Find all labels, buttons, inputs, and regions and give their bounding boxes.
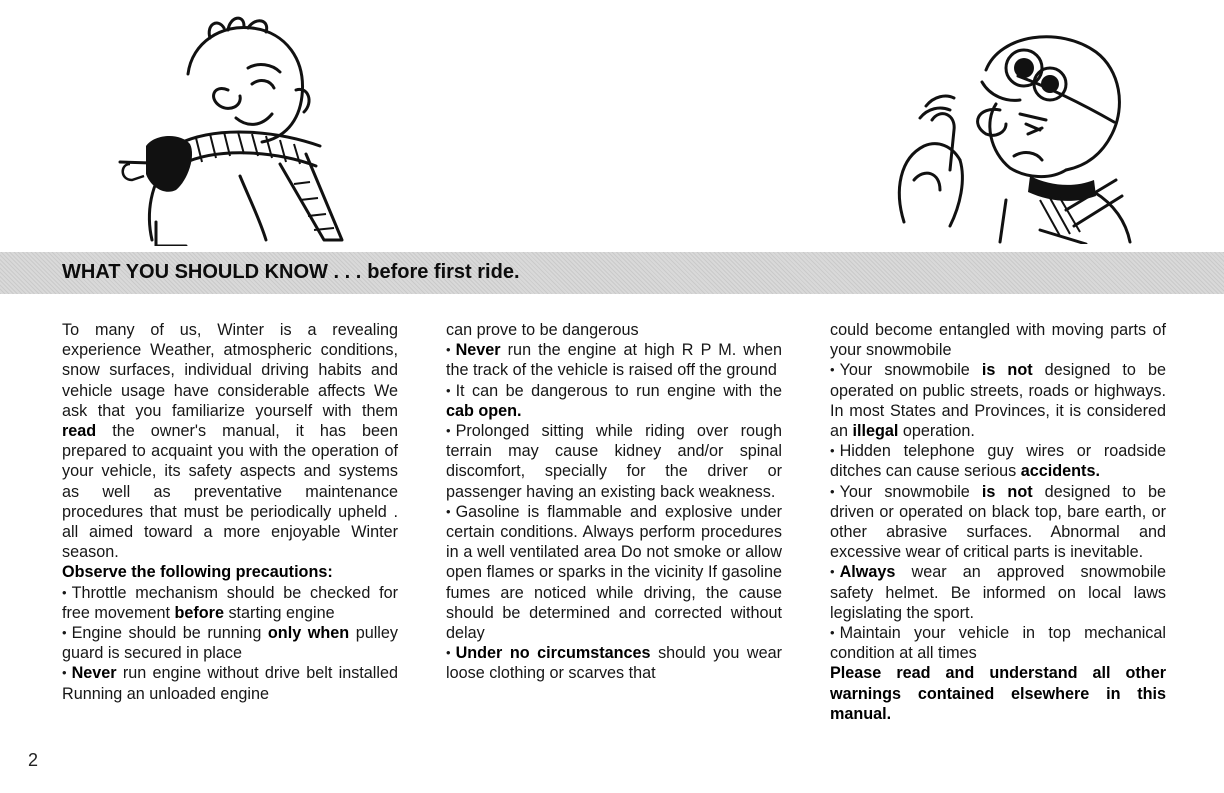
bullet-text: designed to be operated on public streets, roads or highways. In most States and Provinces, it is considered an [830, 361, 1166, 441]
helmet-rider-illustration [890, 30, 1150, 244]
bullet-text: It can be dangerous to run engine with the [455, 381, 782, 400]
bullet-icon: • [446, 423, 451, 439]
bullet-text: designed to be driven or operated on black top, bare earth, or other abrasive surfaces. Abnormal and excessive wear of critical parts is inevitable. [830, 482, 1166, 562]
bullet-bold: before [174, 603, 224, 622]
continued-text: could become entangled with moving parts of your snowmobile [830, 321, 1166, 360]
bullet-bold: is not [981, 482, 1033, 501]
bullet-icon: • [830, 483, 835, 499]
bullet-item [62, 583, 398, 623]
bullet-text: Throttle mechanism should be checked for free movement [62, 583, 398, 622]
bullet-bold: Never [455, 341, 501, 360]
bullet-item [62, 623, 398, 663]
bullet-icon: • [446, 342, 451, 358]
page-number: 2 [28, 750, 39, 770]
bullet-icon: • [446, 645, 451, 661]
bullet-text: wear an approved snowmobile safety helmet. Be informed on local laws legislating the sport. [830, 563, 1167, 622]
bullet-icon: • [62, 665, 67, 681]
bullet-icon: • [62, 584, 67, 600]
closing-bold: Please read and understand all other warnings contained elsewhere in this manual. [830, 664, 1166, 723]
section-heading [62, 261, 520, 284]
bullet-bold: cab open. [446, 401, 522, 420]
bullet-bold: Always [839, 563, 896, 582]
text-column-1 [62, 320, 398, 704]
bullet-text: operation. [902, 422, 975, 441]
bullet-item [830, 360, 1166, 441]
bullet-text: Maintain your vehicle in top mechanical condition at all times [830, 624, 1166, 663]
bullet-icon: • [830, 362, 835, 378]
bullet-text: Your snowmobile [839, 361, 970, 380]
bullet-item [62, 663, 398, 703]
bullet-text: should you wear loose clothing or scarves that [446, 644, 782, 683]
precautions-title-text: Observe the following precautions: [62, 563, 333, 582]
continued-text: can prove to be dangerous [446, 321, 639, 339]
scarf-character-illustration [110, 14, 350, 246]
bullet-item [446, 502, 782, 643]
bullet-text: run engine without drive belt installed Running an unloaded engine [62, 664, 399, 703]
section-heading-banner [0, 252, 1224, 294]
bullet-text: Engine should be running [71, 624, 262, 643]
bullet-bold: only when [267, 624, 350, 643]
bullet-item [446, 643, 782, 683]
bullet-icon: • [446, 382, 451, 398]
bullet-icon: • [830, 564, 835, 580]
bullet-icon: • [830, 625, 835, 641]
bullet-text: run the engine at high R P M. when the track of the vehicle is raised off the ground [446, 341, 782, 380]
bullet-icon: • [62, 625, 67, 641]
bullet-item [446, 381, 782, 421]
bullet-text: pulley guard is secured in place [62, 624, 398, 663]
bullet-item [830, 623, 1166, 663]
closing-note [830, 663, 1166, 724]
bullet-text: Prolonged sitting while riding over rough terrain may cause kidney and/or spinal discomfort, specially for the driver or passenger having an existing back weakness. [446, 422, 782, 501]
bullet-item [446, 340, 782, 380]
heading-sub: before first ride. [367, 261, 520, 283]
bullet-item [830, 562, 1166, 623]
intro-bold: read [62, 422, 97, 441]
text-column-2 [446, 320, 782, 684]
bullet-text: Gasoline is flammable and explosive under certain conditions. Always perform procedures in a well ventilated area Do not smoke or allow open flames or sparks in the vicinity If gasoline fumes are noticed while driving, the cause should be determined and corrected without delay [446, 502, 782, 643]
bullet-bold: Never [71, 664, 117, 683]
bullet-item [446, 421, 782, 502]
bullet-text: Hidden telephone guy wires or roadside ditches can cause serious [830, 442, 1166, 481]
precautions-title [62, 562, 398, 582]
intro-paragraph [62, 320, 398, 562]
bullet-icon: • [446, 503, 451, 519]
bullet-item [830, 441, 1166, 481]
bullet-bold: is not [981, 361, 1033, 380]
intro-text: To many of us, Winter is a revealing experience Weather, atmospheric conditions, snow surfaces, individual driving habits and vehicle usage have considerable affects We ask that you familiarize yourself with them [62, 321, 398, 420]
heading-main: WHAT YOU SHOULD KNOW . . . [62, 261, 362, 283]
bullet-icon: • [830, 443, 835, 459]
bullet-text: starting engine [228, 603, 335, 622]
bullet-item [830, 482, 1166, 563]
bullet-bold: accidents. [1020, 462, 1100, 481]
text-column-3 [830, 320, 1166, 724]
intro-end-text: the owner's manual, it has been prepared to acquaint you with the operation of your vehicle, its safety aspects and systems as well as preventative maintenance procedures that must be periodically upheld . all aimed toward a more enjoyable Winter season. [62, 422, 399, 562]
bullet-text: Your snowmobile [839, 482, 970, 501]
bullet-bold: illegal [852, 422, 899, 441]
bullet-bold: Under no circumstances [455, 644, 651, 663]
